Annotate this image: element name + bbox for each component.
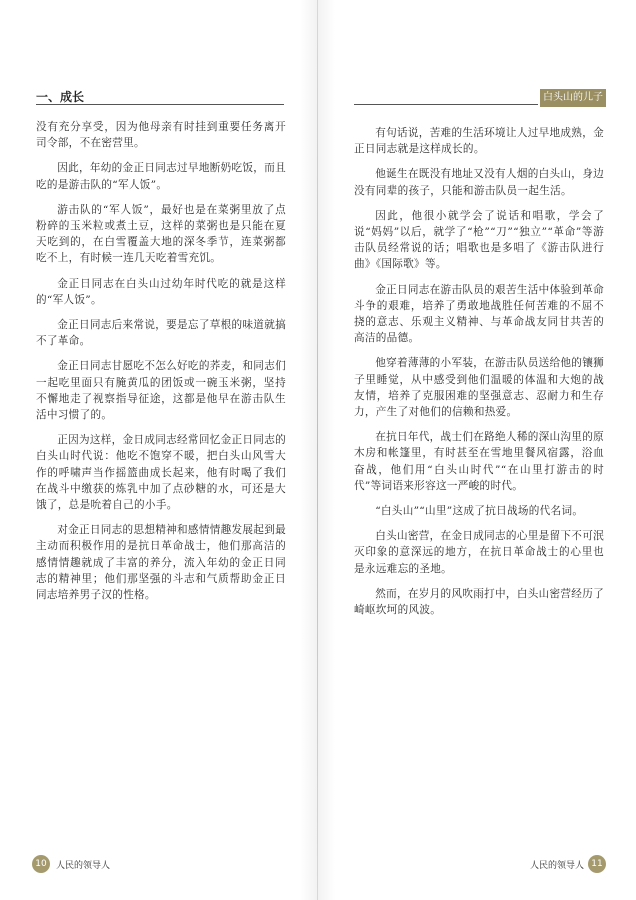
paragraph: “白头山”“山里”这成了抗日战场的代名词。	[375, 505, 584, 518]
paragraph: 游击队的“军人饭”，最好也是在菜粥里放了点粉碎的玉米粒或煮土豆，这样的菜粥也是只能在夏天吃到的，在白雪覆盖大地的深冬季节，连菜粥都吃不上，有时候一连几天吃着雪充饥。	[36, 203, 286, 265]
paragraph: 没有充分享受，因为他母亲有时挂到重要任务离开司令部，不在密营里。	[36, 121, 286, 150]
header-rule	[36, 104, 284, 105]
paragraph: 对金正日同志的思想精神和感情情趣发展起到最主动而积极作用的是抗日革命战士，他们那高洁的感情情趣就成了丰富的养分，流入年幼的金正日同志的精神里；他们那坚强的斗志和气质帮助金正日同志培养男子汉的性格。	[36, 524, 286, 602]
paragraph: 在抗日年代，战士们在路绝人稀的深山沟里的原木房和帐篷里，有时甚至在雪地里餐风宿露，浴血奋战，他们用“白头山时代”“在山里打游击的时代”等词语来形容这一严峻的时代。	[354, 431, 604, 492]
chapter-tag: 白头山的儿子	[540, 89, 606, 107]
paragraph: 金正日同志在游击队员的艰苦生活中体验到革命斗争的艰难，培养了勇敢地战胜任何苦难的不屈不挠的意志、乐观主义精神、与革命战友同甘共苦的高洁的品德。	[354, 283, 604, 345]
paragraph: 因此，年幼的金正日同志过早地断奶吃饭，而且吃的是游击队的“军人饭”。	[36, 162, 286, 191]
paragraph: 正因为这样，金日成同志经常回忆金正日同志的白头山时代说：他吃不饱穿不暖，把白头山风雪大作的呼啸声当作摇篮曲成长起来，他有时喝了我们在战斗中缴获的炼乳中加了点砂糖的水，可还是大饿了，总是吮着自己的小手。	[36, 434, 286, 512]
section-title: 一、成长	[36, 90, 85, 104]
footer-label: 人民的领导人	[530, 861, 585, 871]
paragraph: 白头山密营，在金日成同志的心里是留下不可泯灭印象的意深远的地方，在抗日革命战士的心里也是永远难忘的圣地。	[354, 530, 604, 575]
paragraph: 他诞生在既没有地址又没有人烟的白头山，身边没有同辈的孩子，只能和游击队员一起生活。	[354, 168, 604, 197]
paragraph: 他穿着薄薄的小军装，在游击队员送给他的镶狮子里睡觉，从中感受到他们温暖的体温和大炮的战友情，培养了克服困难的坚强意志、忍耐力和生存力，产生了对他们的信赖和热爱。	[354, 357, 604, 419]
paragraph: 金正日同志甘愿吃不怎么好吃的荞麦，和同志们一起吃里面只有腌黄瓜的团饭或一碗玉米粥，坚持不懈地走了视察指导征途，这都是他早在游击队生活中习惯了的。	[36, 360, 286, 422]
paragraph: 有句话说，苦难的生活环境让人过早地成熟，金正日同志就是这样成长的。	[354, 127, 604, 156]
right-body-text	[354, 125, 604, 627]
paragraph: 金正日同志后来常说，要是忘了草根的味道就搞不了革命。	[36, 319, 286, 348]
paragraph: 然而，在岁月的风吹雨打中，白头山密营经历了崎岖坎坷的风波。	[354, 587, 604, 617]
footer-label: 人民的领导人	[56, 861, 111, 871]
paragraph: 因此，他很小就学会了说话和唱歌，学会了说“妈妈”以后，就学了“枪”“刀”“独立”“革命”等游击队员经常说的话；唱歌也是多唱了《游击队进行曲》《国际歌》等。	[354, 209, 604, 271]
page-number: 11	[588, 855, 606, 873]
header-rule	[354, 104, 538, 105]
page-number: 10	[32, 855, 50, 873]
right-page	[318, 0, 636, 900]
paragraph: 金正日同志在白头山过幼年时代吃的就是这样的“军人饭”。	[36, 277, 286, 306]
left-body-text	[36, 119, 286, 612]
